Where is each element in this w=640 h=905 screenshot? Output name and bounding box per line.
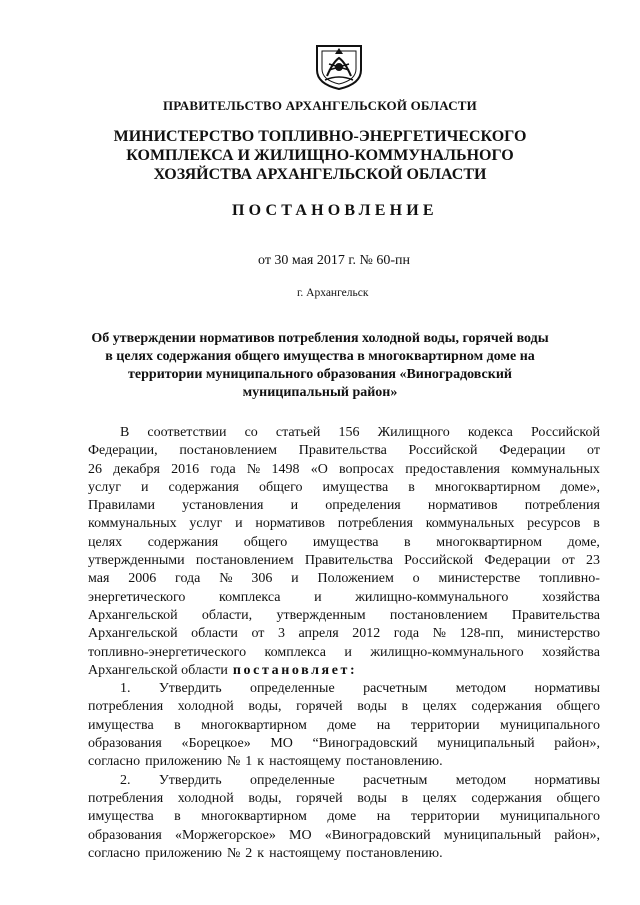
- word: холодной: [177, 790, 234, 806]
- word: муниципальный: [437, 736, 535, 752]
- word: потребления: [524, 498, 600, 514]
- word: воды,: [248, 790, 282, 806]
- word: воды: [357, 699, 387, 715]
- word: коммунальных: [511, 461, 600, 477]
- word: имущества: [88, 717, 154, 733]
- word: и: [344, 644, 352, 660]
- word: 2012: [352, 626, 381, 642]
- document-body: [88, 424, 600, 863]
- word: постановлением: [179, 443, 278, 459]
- word: Федерации: [499, 443, 566, 459]
- word: район»,: [554, 736, 600, 752]
- body-line: [88, 515, 600, 533]
- word: 2006: [128, 571, 157, 587]
- body-line: [88, 424, 600, 442]
- body-line: [88, 552, 600, 570]
- word: “Виноградовский: [312, 736, 418, 752]
- body-line: [88, 479, 600, 497]
- item-2: [88, 772, 600, 863]
- word: предоставления: [405, 461, 500, 477]
- preamble-last: Архангельской области: [88, 662, 228, 678]
- body-line: [88, 717, 600, 735]
- word: доме,: [567, 534, 600, 550]
- word: МО: [270, 736, 293, 752]
- word: комплекса: [264, 644, 326, 660]
- coat-of-arms-icon: [313, 40, 365, 90]
- body-line: [88, 461, 600, 479]
- word: топливно-: [539, 571, 600, 587]
- word: Федерации,: [88, 443, 158, 459]
- word: 2.: [120, 772, 131, 788]
- body-line: [88, 497, 600, 515]
- word: хозяйства: [542, 589, 600, 605]
- word: МО: [289, 827, 312, 843]
- word: приложению: [145, 845, 222, 861]
- item-1: [88, 680, 600, 771]
- word: в: [174, 717, 181, 733]
- word: воды,: [248, 699, 282, 715]
- body-line: [88, 827, 600, 845]
- word: Российской: [404, 553, 474, 569]
- word: 2016: [171, 461, 200, 477]
- word: энергетического: [88, 589, 186, 605]
- body-line: [88, 735, 600, 753]
- body-line: [88, 442, 600, 460]
- word: министерстве: [438, 571, 521, 587]
- word: общего: [243, 534, 288, 550]
- word: имущества: [88, 809, 154, 825]
- word: многоквартирном: [201, 809, 307, 825]
- word: расчетным: [363, 681, 428, 697]
- word: коммунальных: [425, 516, 515, 532]
- word: о: [412, 571, 420, 587]
- word: настоящему: [269, 845, 341, 861]
- word: Российской: [408, 443, 478, 459]
- word: доме: [327, 717, 357, 733]
- word: №: [219, 571, 233, 587]
- word: муниципального: [500, 717, 600, 733]
- word: Федерации: [484, 553, 551, 569]
- word: жилищно-коммунального: [355, 589, 509, 605]
- word: Положением: [317, 571, 394, 587]
- word: территории: [410, 809, 480, 825]
- body-line: [88, 607, 600, 625]
- word: кодекса: [467, 425, 513, 440]
- word: потребления: [88, 699, 164, 715]
- word: определенные: [250, 681, 335, 697]
- word: целях: [422, 699, 457, 715]
- word: горячей: [296, 790, 343, 806]
- word: «Виноградовский: [324, 827, 431, 843]
- body-line: [88, 698, 600, 716]
- word: 156: [338, 425, 360, 440]
- word: муниципальный: [443, 827, 542, 843]
- word: Архангельской: [88, 626, 178, 642]
- word: потребления: [88, 790, 164, 806]
- word: целях: [422, 790, 457, 806]
- word: согласно: [88, 845, 141, 861]
- word: постановлением: [389, 607, 488, 623]
- word: имущества: [322, 479, 389, 495]
- word: многоквартирном: [436, 534, 542, 550]
- word: жилищно-коммунального: [370, 644, 524, 660]
- word: в: [404, 534, 411, 550]
- word: нормативы: [534, 681, 600, 697]
- word: определения: [325, 498, 401, 514]
- word: многоквартирном: [434, 479, 541, 495]
- word: апреля: [298, 626, 339, 642]
- word: нормативы: [534, 772, 600, 788]
- word: содержания: [147, 534, 219, 550]
- word: в: [401, 699, 409, 715]
- resolves-word: постановляет:: [232, 662, 358, 678]
- word: коммунальных: [88, 516, 177, 532]
- word: нормативов: [427, 498, 498, 514]
- word: декабря: [113, 461, 160, 477]
- word: Утвердить: [158, 681, 222, 697]
- word: постановлению.: [346, 845, 443, 861]
- word: муниципального: [500, 809, 600, 825]
- word: общего: [556, 699, 600, 715]
- government-name: ПРАВИТЕЛЬСТВО АРХАНГЕЛЬСКОЙ ОБЛАСТИ: [163, 98, 477, 113]
- word: в: [408, 479, 415, 495]
- word: образования: [88, 827, 162, 843]
- word: холодной: [177, 699, 234, 715]
- word: доме: [327, 809, 357, 825]
- word: постановлением: [195, 553, 294, 569]
- word: на: [376, 809, 391, 825]
- word: горячей: [296, 699, 343, 715]
- word: целях: [88, 534, 123, 550]
- word: к: [257, 845, 265, 861]
- word: установления: [182, 498, 264, 514]
- word: территории: [410, 717, 480, 733]
- body-line: [88, 662, 600, 680]
- word: №: [432, 626, 447, 642]
- body-line: [88, 772, 600, 790]
- word: и: [291, 571, 299, 587]
- ministry-line: КОМПЛЕКСА И ЖИЛИЩНО-КОММУНАЛЬНОГО: [126, 147, 514, 164]
- ministry-name: [0, 127, 640, 184]
- word: 1: [245, 754, 253, 770]
- word: утвержденным: [276, 607, 366, 623]
- title-line: муниципальный район»: [242, 385, 398, 400]
- word: 23: [585, 553, 600, 569]
- word: хозяйства: [542, 644, 600, 660]
- word: определенные: [250, 772, 335, 788]
- word: в: [401, 790, 409, 806]
- word: ресурсов: [527, 516, 581, 532]
- preamble: [88, 424, 600, 680]
- word: район»,: [554, 827, 600, 843]
- word: Российской: [530, 425, 600, 440]
- word: в: [593, 516, 600, 532]
- word: 3: [277, 626, 285, 642]
- word: области,: [201, 607, 253, 623]
- word: имущества: [312, 534, 379, 550]
- word: топливно-энергетического: [88, 644, 247, 660]
- word: доме»,: [560, 479, 600, 495]
- word: потребления: [337, 516, 413, 532]
- word: общего: [556, 790, 600, 806]
- document-date-number: от 30 мая 2017 г. № 60-пн: [258, 253, 411, 268]
- word: года: [210, 461, 236, 477]
- ministry-line: ХОЗЯЙСТВА АРХАНГЕЛЬСКОЙ ОБЛАСТИ: [153, 166, 487, 183]
- word: года: [393, 626, 420, 642]
- word: согласно: [88, 754, 141, 770]
- word: и: [140, 479, 149, 495]
- word: «О: [310, 461, 328, 477]
- word: Правительства: [304, 553, 393, 569]
- word: услуг: [88, 479, 121, 495]
- word: 306: [251, 571, 273, 587]
- body-line: [88, 570, 600, 588]
- word: и: [235, 516, 243, 532]
- word: утвержденными: [88, 553, 185, 569]
- body-line: [88, 753, 600, 771]
- word: на: [376, 717, 391, 733]
- word: статьей: [275, 425, 321, 440]
- word: 1.: [120, 681, 131, 697]
- word: №: [226, 754, 241, 770]
- word: содержания: [471, 699, 542, 715]
- word: Утвердить: [158, 772, 222, 788]
- word: методом: [455, 681, 507, 697]
- word: содержания: [168, 479, 239, 495]
- word: образования: [88, 736, 162, 752]
- body-line: [88, 644, 600, 662]
- word: от: [587, 443, 600, 459]
- word: «Моржегорское»: [174, 827, 276, 843]
- word: 128-пп,: [459, 626, 504, 642]
- document-type: ПОСТАНОВЛЕНИЕ: [232, 202, 438, 219]
- word: 1498: [271, 461, 300, 477]
- title-line: в целях содержания общего имущества в многоквартирном доме на: [105, 349, 535, 364]
- word: многоквартирном: [201, 717, 307, 733]
- word: от: [251, 626, 265, 642]
- title-line: Об утверждении нормативов потребления холодной воды, горячей воды: [91, 331, 549, 346]
- word: содержания: [471, 790, 542, 806]
- word: «Борецкое»: [181, 736, 251, 752]
- word: приложению: [145, 754, 222, 770]
- ministry-line: МИНИСТЕРСТВО ТОПЛИВНО-ЭНЕРГЕТИЧЕСКОГО: [113, 128, 527, 145]
- word: Правительства: [298, 443, 387, 459]
- title-line: территории муниципального образования «Виноградовский: [128, 367, 512, 382]
- word: В: [120, 425, 130, 440]
- body-line: [88, 790, 600, 808]
- word: услуг: [189, 516, 223, 532]
- word: года: [175, 571, 201, 587]
- word: воды: [357, 790, 387, 806]
- word: №: [246, 461, 261, 477]
- word: методом: [455, 772, 507, 788]
- word: от: [561, 553, 575, 569]
- word: 26: [88, 461, 102, 477]
- body-line: [88, 625, 600, 643]
- word: настоящему: [269, 754, 341, 770]
- word: со: [244, 425, 258, 440]
- document-title: [0, 330, 640, 402]
- word: мая: [88, 571, 110, 587]
- word: Правилами: [88, 498, 155, 514]
- document-city: г. Архангельск: [297, 287, 369, 299]
- word: постановлению.: [346, 754, 443, 770]
- word: Правительства: [511, 607, 600, 623]
- word: соответствии: [147, 425, 227, 440]
- body-line: [88, 845, 600, 863]
- word: Жилищного: [377, 425, 450, 440]
- body-line: [88, 680, 600, 698]
- word: 2: [245, 845, 253, 861]
- body-line: [88, 534, 600, 552]
- body-line: [88, 589, 600, 607]
- word: расчетным: [363, 772, 428, 788]
- word: к: [257, 754, 265, 770]
- word: №: [226, 845, 241, 861]
- body-line: [88, 808, 600, 826]
- word: и: [290, 498, 299, 514]
- word: нормативов: [255, 516, 325, 532]
- word: комплекса: [219, 589, 281, 605]
- word: вопросах: [339, 461, 395, 477]
- word: области: [191, 626, 238, 642]
- word: общего: [258, 479, 303, 495]
- word: и: [314, 589, 322, 605]
- word: Архангельской: [88, 607, 178, 623]
- word: министерство: [517, 626, 600, 642]
- word: в: [174, 809, 181, 825]
